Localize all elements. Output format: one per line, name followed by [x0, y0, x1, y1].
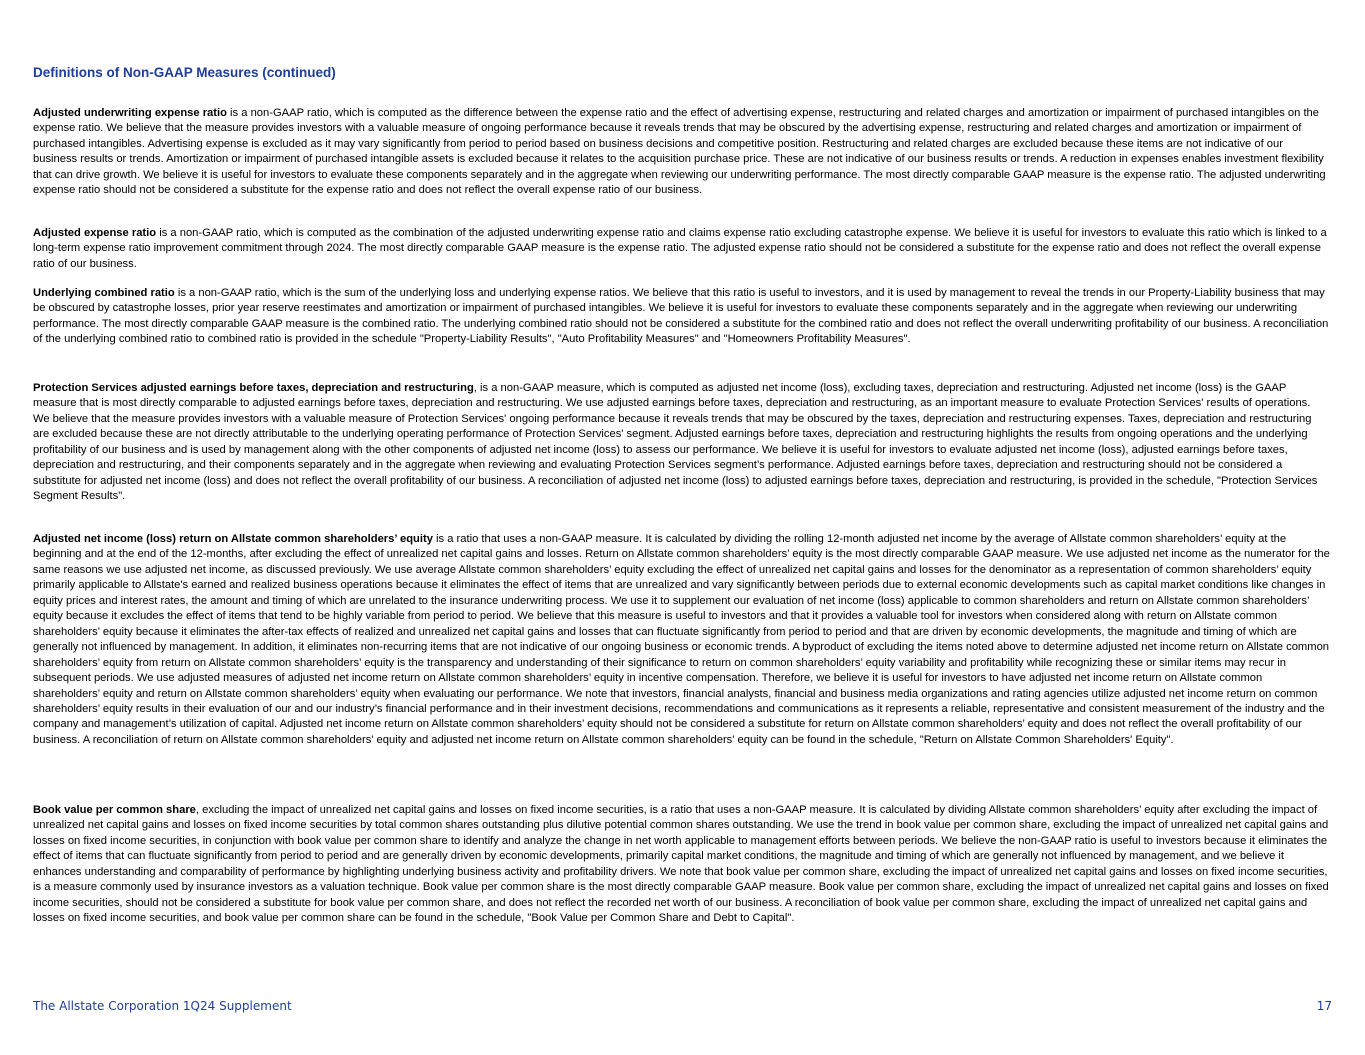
- definition-text: is a non-GAAP ratio, which is the sum of the underlying loss and underlying expense ratios. We believe that this ratio is useful to investors, and it is used by management to reveal the trends in our Property-Liability business that may be obscured by catastrophe losses, prior year reserve reestimates and amortization or impairment of purchased intangibles. We believe it is useful for investors to evaluate these components separately and in the aggregate when reviewing our underwriting performance. The most directly comparable GAAP measure is the combined ratio. The underlying combined ratio should not be considered a substitute for the combined ratio and does not reflect the overall underwriting profitability of our business. A reconciliation of the underlying combined ratio to combined ratio is provided in the schedule "Property-Liability Results", "Auto Profitability Measures" and "Homeowners Profitability Measures".: [33, 287, 1329, 346]
- page-title: Definitions of Non-GAAP Measures (continued): [33, 65, 336, 80]
- definition-term: Adjusted underwriting expense ratio: [33, 107, 227, 119]
- definition-term: Adjusted expense ratio: [33, 227, 157, 239]
- definition-term: Protection Services adjusted earnings before taxes, depreciation and restructuring: [33, 382, 474, 394]
- footer-document-label: The Allstate Corporation 1Q24 Supplement: [33, 999, 292, 1013]
- definition-term: Adjusted net income (loss) return on Allstate common shareholders’ equity: [33, 533, 433, 545]
- definition-text: , is a non-GAAP measure, which is computed as adjusted net income (loss), excluding taxes, depreciation and restructuring. Adjusted net income (loss) is the GAAP measure that is most directly comparable to adjusted earnings before taxes, depreciation and restructuring. We use adjusted earnings before taxes, depreciation and restructuring, as an important measure to evaluate Protection Services' results of operations. We believe that the measure provides investors with a valuable measure of Protection Services' ongoing performance because it reveals trends that may be obscured by the taxes, depreciation and restructuring expenses. Taxes, depreciation and restructuring are excluded because these are not directly attributable to the underlying operating performance of Protection Services' segment. Adjusted earnings before taxes, depreciation and restructuring highlights the results from ongoing operations and the underlying profitability of our business and is used by management along with the other components of adjusted net income (loss) to assess our performance. We believe it is useful for investors to evaluate adjusted net income (loss), adjusted earnings before taxes, depreciation and restructuring, and their components separately and in the aggregate when reviewing and evaluating Protection Services segment’s performance. Adjusted earnings before taxes, depreciation and restructuring should not be considered a substitute for adjusted net income (loss) and does not reflect the overall profitability of our business. A reconciliation of adjusted net income (loss) to adjusted earnings before taxes, depreciation and restructuring, is provided in the schedule, "Protection Services Segment Results".: [33, 382, 1318, 503]
- definition-paragraph: [33, 106, 1330, 199]
- definition-paragraph: [33, 532, 1330, 748]
- definition-paragraph: [33, 226, 1330, 272]
- definition-paragraph: [33, 803, 1330, 927]
- definition-text: , excluding the impact of unrealized net capital gains and losses on fixed income securities, is a ratio that uses a non-GAAP measure. It is calculated by dividing Allstate common shareholders’ equity after excluding the impact of unrealized net capital gains and losses on fixed income securities by total common shares outstanding plus dilutive potential common shares outstanding. We use the trend in book value per common share, excluding the impact of unrealized net capital gains and losses on fixed income securities, in conjunction with book value per common share to identify and analyze the change in net worth applicable to management efforts between periods. We believe the non-GAAP ratio is useful to investors because it eliminates the effect of items that can fluctuate significantly from period to period and are generally driven by economic developments, primarily capital market conditions, the magnitude and timing of which are generally not influenced by management, and we believe it enhances understanding and comparability of performance by highlighting underlying business activity and profitability drivers. We note that book value per common share, excluding the impact of unrealized net capital gains and losses on fixed income securities, is a measure commonly used by insurance investors as a valuation technique. Book value per common share is the most directly comparable GAAP measure. Book value per common share, excluding the impact of unrealized net capital gains and losses on fixed income securities, should not be considered a substitute for book value per common share, and does not reflect the recorded net worth of our business. A reconciliation of book value per common share, excluding the impact of unrealized net capital gains and losses on fixed income securities, and book value per common share can be found in the schedule, "Book Value per Common Share and Debt to Capital".: [33, 804, 1329, 925]
- definition-text: is a ratio that uses a non-GAAP measure. It is calculated by dividing the rolling 12-month adjusted net income by the average of Allstate common shareholders’ equity at the beginning and at the end of the 12-months, after excluding the effect of unrealized net capital gains and losses. Return on Allstate common shareholders’ equity is the most directly comparable GAAP measure. We use adjusted net income as the numerator for the same reasons we use adjusted net income, as discussed previously. We use average Allstate common shareholders’ equity excluding the effect of unrealized net capital gains and losses for the denominator as a representation of common shareholders’ equity primarily applicable to Allstate's earned and realized business operations because it eliminates the effect of items that are unrealized and vary significantly between periods due to external economic developments such as capital market conditions like changes in equity prices and interest rates, the amount and timing of which are unrelated to the insurance underwriting process. We use it to supplement our evaluation of net income (loss) applicable to common shareholders and return on Allstate common shareholders’ equity because it excludes the effect of items that tend to be highly variable from period to period. We believe that this measure is useful to investors and that it provides a valuable tool for investors when considered along with return on Allstate common shareholders’ equity because it eliminates the after-tax effects of realized and unrealized net capital gains and losses that can fluctuate significantly from period to period and that are driven by economic developments, the magnitude and timing of which are generally not influenced by management. In addition, it eliminates non-recurring items that are not indicative of our ongoing business or economic trends. A byproduct of excluding the items noted above to determine adjusted net income return on Allstate common shareholders’ equity from return on Allstate common shareholders’ equity is the transparency and understanding of their significance to return on common shareholders’ equity variability and profitability while recognizing these or similar items may recur in subsequent periods. We use adjusted measures of adjusted net income return on Allstate common shareholders’ equity in incentive compensation. Therefore, we believe it is useful for investors to have adjusted net income return on Allstate common shareholders’ equity and return on Allstate common shareholders’ equity when evaluating our performance. We note that investors, financial analysts, financial and business media organizations and rating agencies utilize adjusted net income return on common shareholders’ equity results in their evaluation of our and our industry’s financial performance and in their investment decisions, recommendations and communications as it represents a reliable, representative and consistent measurement of the industry and the company and management’s utilization of capital. Adjusted net income return on Allstate common shareholders’ equity should not be considered a substitute for return on Allstate common shareholders’ equity and does not reflect the overall profitability of our business. A reconciliation of return on Allstate common shareholders' equity and adjusted net income return on Allstate common shareholders' equity can be found in the schedule, "Return on Allstate Common Shareholders' Equity".: [33, 533, 1330, 746]
- definition-paragraph: [33, 381, 1330, 505]
- definition-term: Underlying combined ratio: [33, 287, 175, 299]
- definition-term: Book value per common share: [33, 804, 196, 816]
- definition-text: is a non-GAAP ratio, which is computed as the difference between the expense ratio and the effect of advertising expense, restructuring and related charges and amortization or impairment of purchased intangibles on the expense ratio. We believe that the measure provides investors with a valuable measure of ongoing performance because it reveals trends that may be obscured by the advertising expense, restructuring and related charges and amortization or impairment of purchased intangibles. Advertising expense is excluded as it may vary significantly from period to period based on business decisions and competitive position. Restructuring and related charges are excluded because these items are not indicative of our business results or trends. Amortization or impairment of purchased intangible assets is excluded because it relates to the acquisition purchase price. These are not indicative of our business results or trends. A reduction in expenses enables investment flexibility that can drive growth. We believe it is useful for investors to evaluate these components separately and in the aggregate when reviewing our underwriting performance. The most directly comparable GAAP measure is the expense ratio. The adjusted underwriting expense ratio should not be considered a substitute for the expense ratio and does not reflect the overall expense ratio of our business.: [33, 107, 1326, 197]
- definition-text: is a non-GAAP ratio, which is computed as the combination of the adjusted underwriting expense ratio and claims expense ratio excluding catastrophe expense. We believe it is useful for investors to evaluate this ratio which is linked to a long-term expense ratio improvement commitment through 2024. The most directly comparable GAAP measure is the expense ratio. The adjusted expense ratio should not be considered a substitute for the expense ratio and does not reflect the overall expense ratio of our business.: [33, 227, 1327, 270]
- definition-paragraph: [33, 286, 1330, 348]
- footer-page-number: 17: [1316, 999, 1332, 1013]
